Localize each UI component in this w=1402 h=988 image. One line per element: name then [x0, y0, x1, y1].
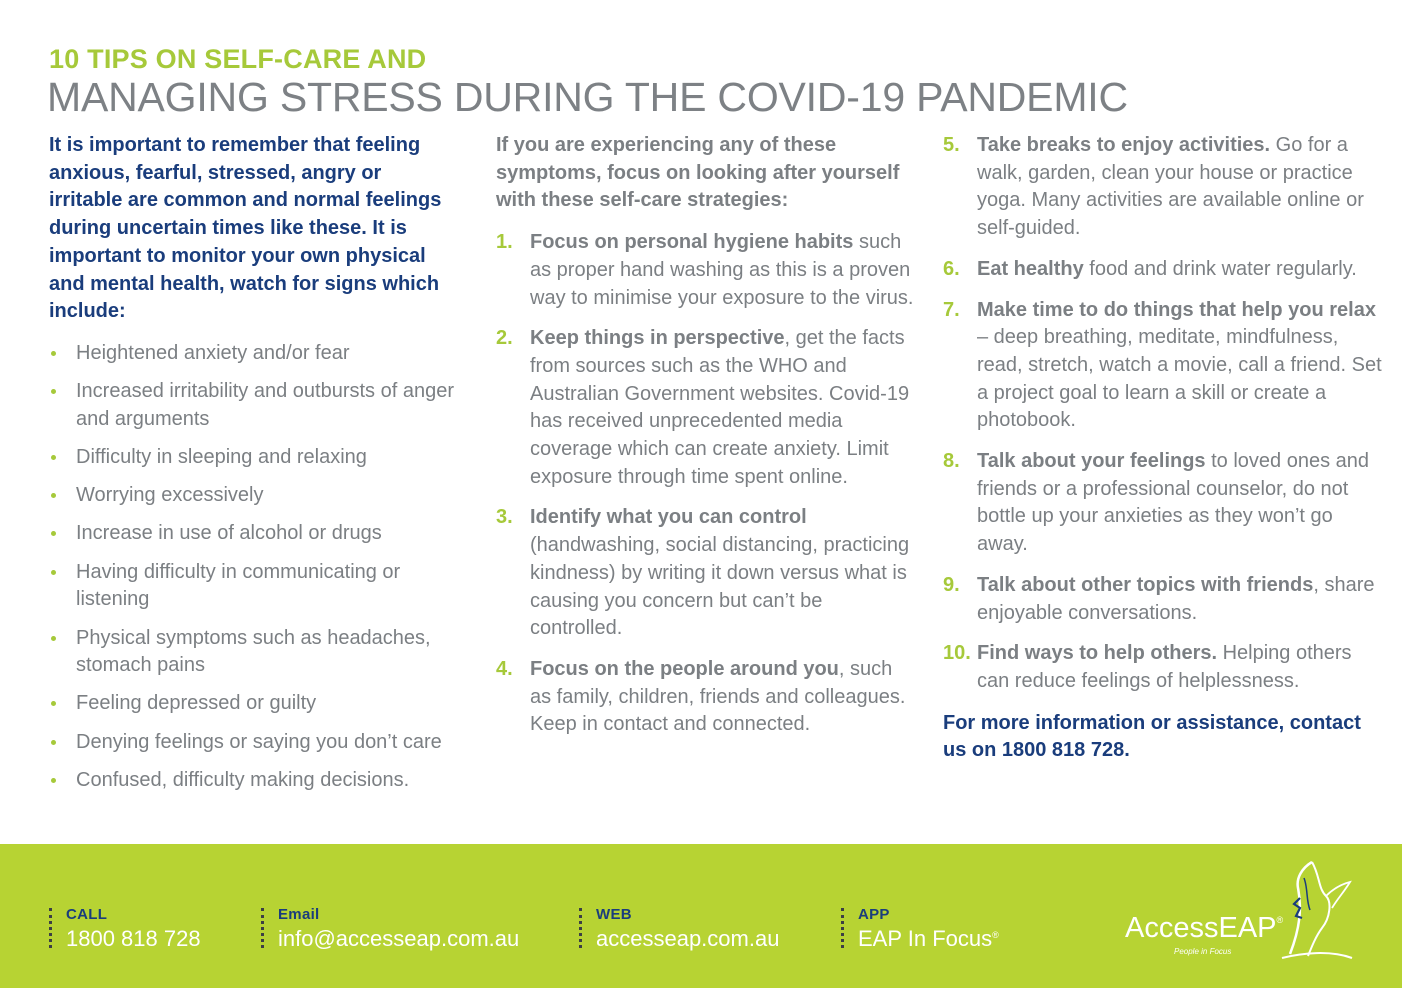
contact-note: For more information or assistance, contact us on 1800 818 728.	[943, 711, 1361, 761]
tip-item	[943, 256, 1383, 284]
list-item: Increased irritability and outbursts of anger and arguments	[49, 378, 459, 433]
tip-number: 4.	[496, 657, 513, 680]
tip-item	[496, 229, 916, 312]
tip-number: 10.	[943, 642, 971, 665]
tip-text: (handwashing, social distancing, practicing kindness) by writing it down versus what is causing you concern but can’t be controlled.	[530, 534, 910, 640]
tip-item	[943, 132, 1383, 243]
list-item: Physical symptoms such as headaches, stomach pains	[49, 625, 459, 680]
column-strategies-2	[943, 132, 1383, 764]
list-item: Worrying excessively	[49, 482, 459, 510]
web-label: WEB	[596, 906, 632, 923]
dotted-divider	[579, 908, 582, 948]
tip-number: 7.	[943, 298, 960, 321]
tip-text: to loved ones and friends or a professional counselor, do not bottle up your anxieties as they won’t go away.	[977, 450, 1370, 556]
tip-lead: Eat healthy	[977, 257, 1084, 280]
tip-text: such as proper hand washing as this is a proven way to minimise your exposure to the virus.	[530, 231, 914, 309]
dotted-divider	[841, 908, 844, 948]
tip-lead: Identify what you can control	[530, 506, 807, 529]
symptom-list	[49, 340, 459, 795]
tip-lead: Make time to do things that help you relax	[977, 298, 1376, 321]
list-item: Heightened anxiety and/or fear	[49, 340, 459, 368]
tip-item	[943, 448, 1383, 559]
tip-item	[943, 572, 1383, 627]
strategies-intro: If you are experiencing any of these symptoms, focus on looking after yourself with these self-care strategies:	[496, 134, 900, 212]
list-item: Denying feelings or saying you don’t care	[49, 729, 459, 757]
tip-number: 6.	[943, 257, 960, 280]
dotted-divider	[261, 908, 264, 948]
list-item: Difficulty in sleeping and relaxing	[49, 444, 459, 472]
footer-web	[579, 906, 779, 952]
tip-lead: Talk about your feelings	[977, 450, 1206, 473]
tip-text: , get the facts from sources such as the WHO and Australian Government websites. Covid-19 has received unprecedented media coverage which can create anxiety. Limit exposure through time spent online.	[530, 327, 910, 488]
tip-item	[496, 504, 916, 643]
bullet-icon	[51, 778, 56, 783]
tip-lead: Find ways to help others.	[977, 642, 1218, 665]
footer-bar	[0, 844, 1402, 988]
bullet-icon	[51, 531, 56, 536]
list-item: Confused, difficulty making decisions.	[49, 767, 459, 795]
bullet-icon	[51, 351, 56, 356]
tip-item	[943, 640, 1383, 695]
intro-paragraph: It is important to remember that feeling anxious, fearful, stressed, angry or irritable are common and normal feelings during uncertain times like these. It is important to monitor your own physical and mental health, watch for signs which include:	[49, 134, 442, 323]
tip-lead: Keep things in perspective	[530, 327, 785, 350]
registered-mark: ®	[992, 930, 999, 940]
tips-list	[496, 229, 916, 739]
tip-text: , such as family, children, friends and colleagues. Keep in contact and connected.	[530, 657, 906, 736]
dotted-divider	[49, 908, 52, 948]
bullet-icon	[51, 570, 56, 575]
footer-email	[261, 906, 519, 952]
tip-number: 1.	[496, 231, 513, 254]
bird-face-icon	[1272, 858, 1356, 970]
list-item: Having difficulty in communicating or listening	[49, 559, 459, 614]
tip-lead: Take breaks to enjoy activities.	[977, 134, 1271, 156]
bullet-icon	[51, 493, 56, 498]
tip-text: , share enjoyable conversations.	[977, 573, 1375, 624]
tip-text: food and drink water regularly.	[1083, 257, 1357, 280]
tip-item	[943, 297, 1383, 436]
logo-wordmark: AccessEAP	[1125, 912, 1277, 944]
tips-list	[943, 132, 1383, 696]
app-label: APP	[858, 906, 890, 923]
tip-text: Helping others can reduce feelings of helplessness.	[977, 642, 1352, 692]
bullet-icon	[51, 389, 56, 394]
list-item: Increase in use of alcohol or drugs	[49, 520, 459, 548]
tip-item	[496, 325, 916, 491]
logo-tagline: People in Focus	[1174, 947, 1232, 956]
phone-link[interactable]: 1800 818 728	[66, 926, 201, 951]
column-warning-signs	[49, 132, 459, 805]
email-label: Email	[278, 906, 320, 923]
bullet-icon	[51, 701, 56, 706]
tip-text: Go for a walk, garden, clean your house or practice yoga. Many activities are available online or self-guided.	[977, 134, 1364, 240]
tip-number: 3.	[496, 506, 513, 529]
column-strategies-1	[496, 132, 916, 752]
list-item: Feeling depressed or guilty	[49, 690, 459, 718]
tip-number: 9.	[943, 573, 960, 596]
tip-number: 5.	[943, 134, 960, 156]
bullet-icon	[51, 740, 56, 745]
tip-item	[496, 656, 916, 739]
call-label: CALL	[66, 906, 108, 923]
logo-registered-mark: ®	[1276, 915, 1284, 925]
web-link[interactable]: accesseap.com.au	[596, 926, 780, 951]
email-link[interactable]: info@accesseap.com.au	[278, 926, 520, 951]
bullet-icon	[51, 636, 56, 641]
tip-number: 8.	[943, 450, 960, 473]
accesseap-logo	[1122, 858, 1362, 982]
tip-text: – deep breathing, meditate, mindfulness, read, stretch, watch a movie, call a friend. Set a project goal to learn a skill or create a photobook.	[977, 326, 1382, 432]
tip-number: 2.	[496, 327, 513, 350]
heading-top: 10 TIPS ON SELF-CARE AND	[49, 44, 427, 74]
bullet-icon	[51, 455, 56, 460]
tip-lead: Talk about other topics with friends	[977, 573, 1314, 596]
footer-app	[841, 906, 999, 952]
tip-lead: Focus on the people around you	[530, 657, 839, 680]
tip-lead: Focus on personal hygiene habits	[530, 231, 854, 254]
app-link[interactable]: EAP In Focus®	[858, 926, 999, 951]
footer-call	[49, 906, 201, 952]
page-title: MANAGING STRESS DURING THE COVID-19 PANDEMIC	[47, 74, 1128, 120]
